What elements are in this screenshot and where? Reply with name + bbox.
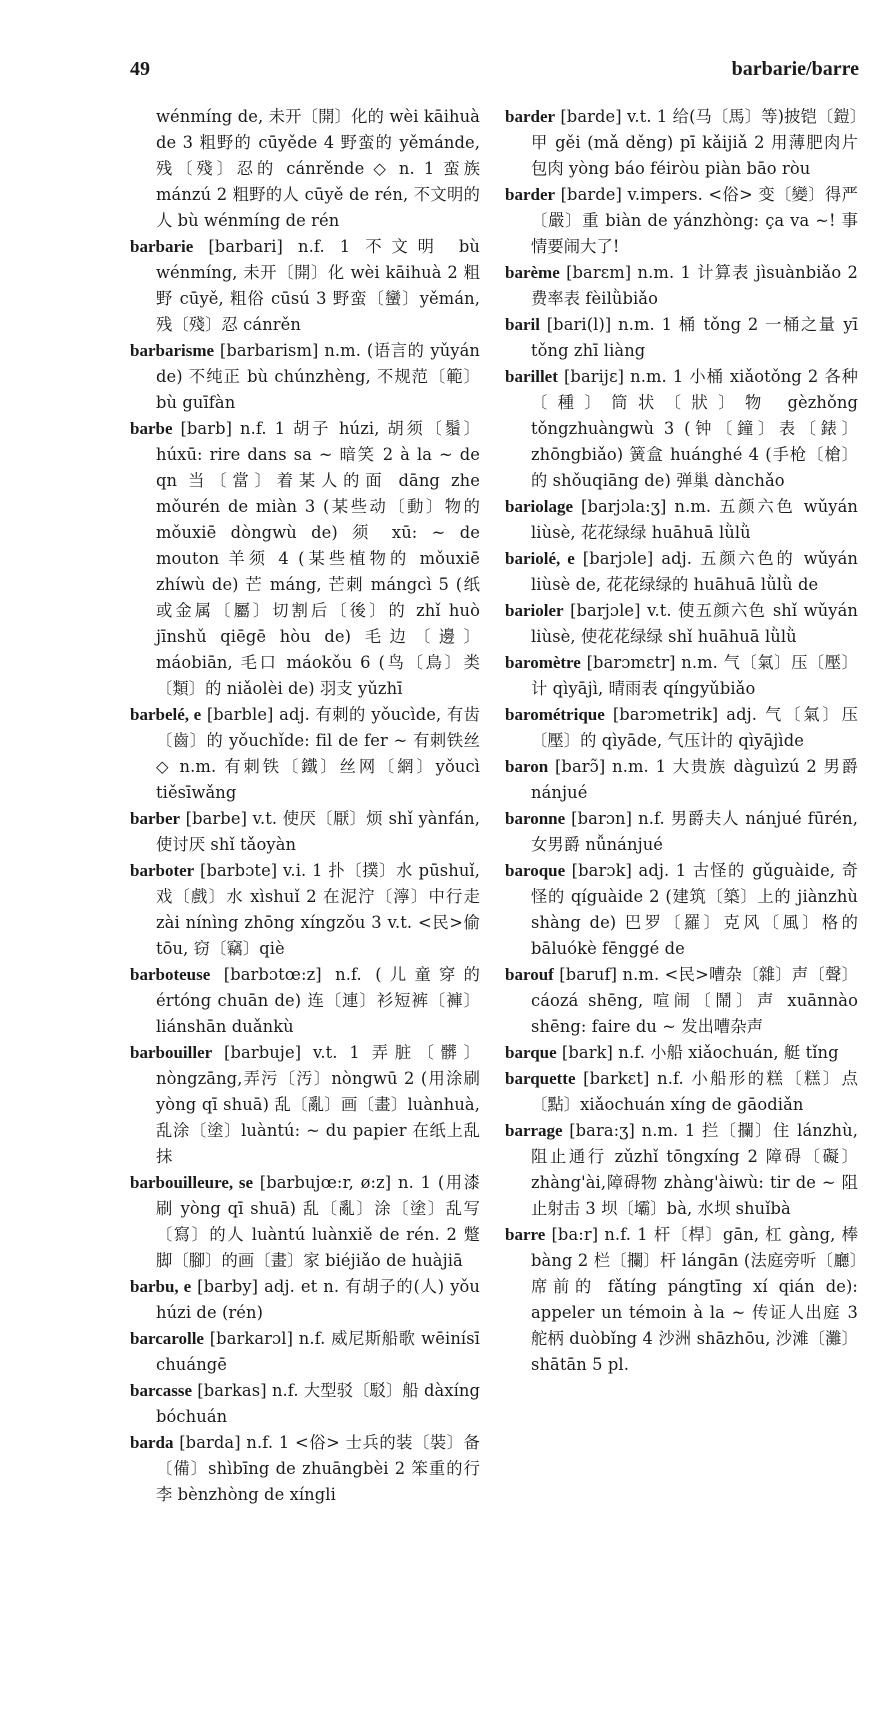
entry-definition: [barde] v.t. 1 给(马〔馬〕等)披铠〔鎧〕甲 gěi (mǎ děng) pī kǎijiǎ 2 用薄肥肉片包肉 yòng báo féiròu piàn bāo ròu (531, 107, 858, 178)
entry-definition: [barbari] n.f. 1 不文明 bù wénmíng, 未开〔開〕化 wèi kāihuà 2 粗野 cūyě, 粗俗 cūsú 3 野蛮〔蠻〕yěmán, 残〔殘〕忍 cánrěn (156, 237, 480, 334)
entry-definition: [barɔk] adj. 1 古怪的 gǔguàide, 奇怪的 qíguàide 2 (建筑〔築〕上的 jiànzhù shàng de) 巴罗〔羅〕克风〔風〕格的 bāluókè fēnggé de (531, 861, 858, 958)
dictionary-entry (505, 1118, 858, 1222)
dictionary-entry (130, 104, 480, 234)
entry-headword: barque (505, 1043, 557, 1062)
entry-headword: barber (130, 809, 181, 828)
dictionary-entry (130, 806, 480, 858)
entry-definition: [barjɔla:ʒ] n.m. 五颜六色 wǔyán liùsè, 花花绿绿 huāhuā lǜlǜ (531, 497, 858, 542)
dictionary-entry (505, 754, 858, 806)
entry-definition: [barɔ̃] n.m. 1 大贵族 dàguìzú 2 男爵 nánjué (531, 757, 858, 802)
dictionary-entry (130, 1170, 480, 1274)
dictionary-entry (505, 650, 858, 702)
entry-headword: barbarie (130, 237, 194, 256)
entry-headword: barquette (505, 1069, 576, 1088)
entry-headword: barbe (130, 419, 173, 438)
entry-definition: [ba:r] n.f. 1 杆〔桿〕gān, 杠 gàng, 棒 bàng 2 栏〔攔〕杆 lángān (法庭旁听〔廳〕席前的 fǎtíng pángtīng xí qián de): appeler un témoin à la ~ 传证人出庭 3 舵柄 duòbǐng 4 沙洲 shāzhōu, 沙滩〔灘〕shātān 5 pl. (531, 1225, 858, 1374)
entry-headword: baroque (505, 861, 566, 880)
entry-headword: barda (130, 1433, 174, 1452)
entry-definition: [barble] adj. 有刺的 yǒucìde, 有齿〔齒〕的 yǒuchǐde: fil de fer ~ 有刺铁丝 ◇ n.m. 有刺铁〔鐵〕丝网〔網〕yǒucì tiěsīwǎng (156, 705, 480, 802)
entry-definition: [barbuje] v.t. 1 弄脏〔髒〕nòngzāng,弄污〔汚〕nòngwū 2 (用涂刷 yòng qī shuā) 乱〔亂〕画〔畫〕luànhuà, 乱涂〔塗〕luàntú: ~ du papier 在纸上乱抹 (156, 1043, 480, 1166)
dictionary-entry (505, 858, 858, 962)
entry-headword: barrage (505, 1121, 563, 1140)
entry-definition: [barkas] n.f. 大型驳〔駁〕船 dàxíng bóchuán (156, 1381, 480, 1426)
dictionary-entry (505, 1222, 858, 1378)
entry-definition: [barbɔtœ:z] n.f. (儿童穿的 értóng chuān de) 连〔連〕衫短裤〔褲〕liánshān duǎnkù (156, 965, 480, 1036)
entry-headword: barcasse (130, 1381, 193, 1400)
running-head: barbarie/barre (731, 58, 859, 80)
entry-headword: barbouilleure, se (130, 1173, 254, 1192)
entry-definition: [baruf] n.m. <民>嘈杂〔雜〕声〔聲〕cáozá shēng, 喧闹〔鬧〕声 xuānnào shēng: faire du ~ 发出嘈杂声 (531, 965, 858, 1036)
entry-headword: barbouiller (130, 1043, 213, 1062)
entry-definition: [bari(l)] n.m. 1 桶 tǒng 2 一桶之量 yī tǒng zhī liàng (531, 315, 858, 360)
dictionary-entry (505, 702, 858, 754)
dictionary-entry (505, 1066, 858, 1118)
dictionary-entry (130, 858, 480, 962)
entry-headword: baril (505, 315, 540, 334)
entry-definition: [barijɛ] n.m. 1 小桶 xiǎotǒng 2 各种〔種〕筒状〔狀〕物 gèzhǒng tǒngzhuàngwù 3 (钟〔鐘〕表〔錶〕zhōngbiǎo) 簧盒 huánghé 4 (手枪〔槍〕的 shǒuqiāng de) 弹巢 dànchǎo (531, 367, 858, 490)
dictionary-entry (130, 1326, 480, 1378)
dictionary-entry (505, 546, 858, 598)
entry-definition: [barbe] v.t. 使厌〔厭〕烦 shǐ yànfán, 使讨厌 shǐ tǎoyàn (156, 809, 480, 854)
entry-definition: [barde] v.impers. <俗> 变〔變〕得严〔嚴〕重 biàn de yánzhòng: ça va ~! 事情要闹大了! (531, 185, 858, 256)
entry-headword: barillet (505, 367, 558, 386)
entry-definition: [barda] n.f. 1 <俗> 士兵的装〔裝〕备〔備〕shìbīng de zhuāngbèi 2 笨重的行李 bènzhòng de xíngli (156, 1433, 480, 1504)
entry-headword: barder (505, 185, 556, 204)
dictionary-entry (130, 416, 480, 702)
entry-definition: [barjɔle] adj. 五颜六色的 wǔyán liùsè de, 花花绿绿的 huāhuā lǜlǜ de (531, 549, 858, 594)
dictionary-entry (505, 260, 858, 312)
entry-headword: bariolage (505, 497, 573, 516)
right-column (505, 104, 858, 1378)
entry-definition: [bark] n.f. 小船 xiǎochuán, 艇 tǐng (556, 1043, 839, 1062)
entry-definition: [barkarɔl] n.f. 威尼斯船歌 wēinísī chuángē (156, 1329, 480, 1374)
entry-definition: [barb] n.f. 1 胡子 húzi, 胡须〔鬚〕húxū: rire dans sa ~ 暗笑 2 à la ~ de qn 当〔當〕着某人的面 dāng zhe mǒurén de miàn 3 (某些动〔動〕物的 mǒuxiē dòngwù de) 须 xū: ~ de mouton 羊须 4 (某些植物的 mǒuxiē zhíwù de) 芒 máng, 芒刺 mángcì 5 (纸或金属〔屬〕切割后〔後〕的 zhǐ huò jīnshǔ qiēgē hòu de) 毛边〔邊〕máobiān, 毛口 máokǒu 6 (鸟〔鳥〕类〔類〕的 niǎolèi de) 羽支 yǔzhī (156, 419, 480, 698)
dictionary-entry (130, 338, 480, 416)
entry-headword: baron (505, 757, 549, 776)
dictionary-entry (130, 234, 480, 338)
entry-headword: baromètre (505, 653, 581, 672)
dictionary-entry (505, 312, 858, 364)
dictionary-entry (505, 1040, 858, 1066)
entry-headword: barioler (505, 601, 564, 620)
entry-definition: [barɔn] n.f. 男爵夫人 nánjué fūrén, 女男爵 nǚnánjué (531, 809, 858, 854)
entry-definition: [barby] adj. et n. 有胡子的(人) yǒu húzi de (rén) (156, 1277, 480, 1322)
entry-headword: baronne (505, 809, 566, 828)
entry-definition: [barɔmɛtr] n.m. 气〔氣〕压〔壓〕计 qìyājì, 晴雨表 qíngyǔbiǎo (531, 653, 858, 698)
left-column (130, 104, 480, 1508)
entry-headword: barbu, e (130, 1277, 192, 1296)
entry-headword: barboter (130, 861, 195, 880)
entry-definition: [barbɔte] v.i. 1 扑〔撲〕水 pūshuǐ, 戏〔戲〕水 xìshuǐ 2 在泥泞〔濘〕中行走 zài nínìng zhōng xíngzǒu 3 v.t. <民>偷 tōu, 窃〔竊〕qiè (156, 861, 480, 958)
dictionary-entry (505, 962, 858, 1040)
dictionary-entry (505, 182, 858, 260)
entry-headword: barométrique (505, 705, 605, 724)
dictionary-entry (505, 806, 858, 858)
dictionary-entry (505, 364, 858, 494)
dictionary-entry (505, 104, 858, 182)
dictionary-entry (130, 1378, 480, 1430)
entry-definition: [barkɛt] n.f. 小船形的糕〔糕〕点〔點〕xiǎochuán xíng de gāodiǎn (531, 1069, 858, 1114)
dictionary-entry (130, 702, 480, 806)
dictionary-entry (130, 1274, 480, 1326)
dictionary-entry (130, 1040, 480, 1170)
dictionary-entry (130, 962, 480, 1040)
entry-headword: barboteuse (130, 965, 211, 984)
entry-definition: [barjɔle] v.t. 使五颜六色 shǐ wǔyán liùsè, 使花花绿绿 shǐ huāhuā lǜlǜ (531, 601, 858, 646)
entry-headword: bariolé, e (505, 549, 575, 568)
entry-headword: barbelé, e (130, 705, 202, 724)
entry-definition: [barbujœ:r, ø:z] n. 1 (用漆刷 yòng qī shuā) 乱〔亂〕涂〔塗〕乱写〔寫〕的人 luàntú luànxiě de rén. 2 蹩脚〔腳〕的画〔畫〕家 biéjiǎo de huàjiā (156, 1173, 480, 1270)
entry-definition: [bara:ʒ] n.m. 1 拦〔攔〕住 lánzhù, 阻止通行 zǔzhǐ tōngxíng 2 障碍〔礙〕zhàng'ài,障碍物 zhàng'àiwù: tir de ~ 阻止射击 3 坝〔壩〕bà, 水坝 shuǐbà (531, 1121, 858, 1218)
dictionary-entry (505, 494, 858, 546)
entry-definition: [barɛm] n.m. 1 计算表 jìsuànbiǎo 2 费率表 fèilǜbiǎo (531, 263, 858, 308)
entry-headword: barème (505, 263, 560, 282)
entry-definition: [barbarism] n.m. (语言的 yǔyán de) 不纯正 bù chúnzhèng, 不规范〔範〕bù guīfàn (156, 341, 480, 412)
entry-headword: barouf (505, 965, 554, 984)
entry-headword: barbarisme (130, 341, 215, 360)
entry-definition: wénmíng de, 未开〔開〕化的 wèi kāihuà de 3 粗野的 cūyěde 4 野蛮的 yěmánde, 残〔殘〕忍的 cánrěnde ◇ n. 1 蛮族 mánzú 2 粗野的人 cūyě de rén, 不文明的人 bù wénmíng de rén (156, 107, 480, 230)
entry-headword: barder (505, 107, 556, 126)
entry-headword: barre (505, 1225, 546, 1244)
dictionary-entry (130, 1430, 480, 1508)
dictionary-entry (505, 598, 858, 650)
entry-headword: barcarolle (130, 1329, 204, 1348)
entry-definition: [barɔmetrik] adj. 气〔氣〕压〔壓〕的 qìyāde, 气压计的 qìyājìde (531, 705, 858, 750)
page-number: 49 (130, 58, 150, 80)
